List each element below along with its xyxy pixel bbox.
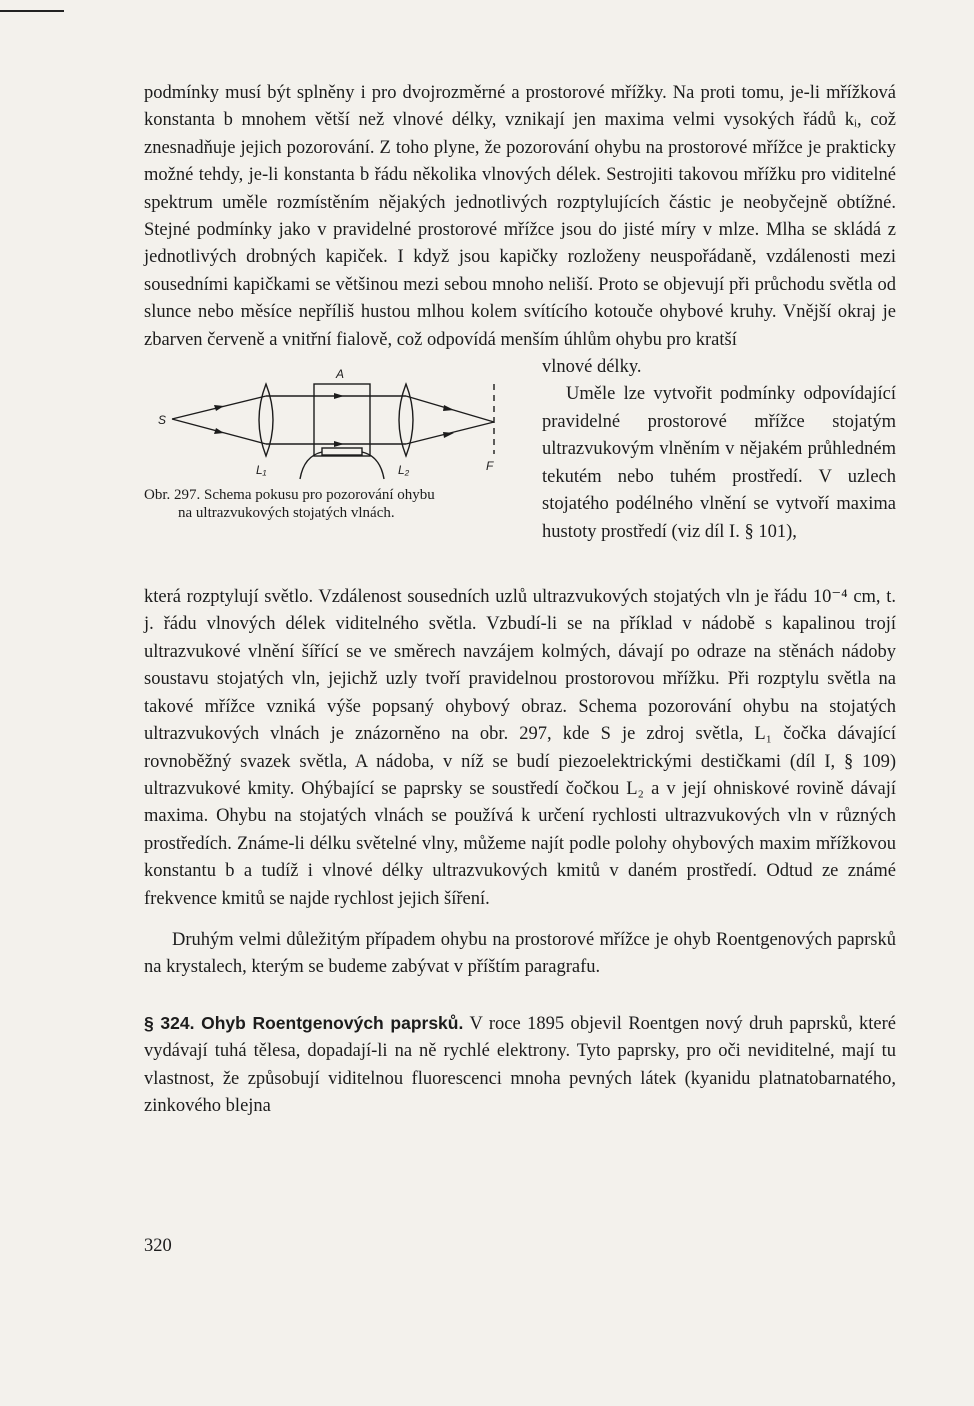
label-l2: L₂ <box>398 463 410 478</box>
optical-schema <box>144 364 524 482</box>
label-a: A <box>336 367 345 382</box>
paragraph-3: která rozptylují světlo. Vzdálenost sousedních uzlů ultrazvukových stojatých vln je řádu 10⁻⁴ cm, t. j. řádu vlnových délek viditelného světla. Vzbudí-li se na příklad v nádobě s kapalinou trojí ultrazvukové vlnění šířící se ve směrech navzájem kolmých, dávají po odraze na stěnách nádoby soustavu stojatých vln, jejichž uzly tvoří pravidelnou prostorovou mřížku. Při rozptylu světla na takové mřížce vzniká výše popsaný ohybový obraz. Schema pozorování ohybu na stojatých ultrazvukových vlnách je znázorněno na obr. 297, kde S je zdroj světla, L₁ čočka dávající rovnoběžný svazek světla, A nádoba, v níž se budí piezoelektrickými destičkami (díl I, § 109) ultrazvukové kmity. Ohýbající se paprsky se soustředí čočkou L₂ a v její ohniskové rovině dávají maxima. Ohybu na stojatých vlnách se používá k určení rychlosti ultrazvukových vln v různých prostředích. Známe-li délku světelné vlny, můžeme najít podle polohy ohybových maxim mřížkovou konstantu b a tudíž i vlnové délky ultrazvukových kmitů v daném prostředí. Odtud ze známé frekvence kmitů se najde rychlost jejich šíření. <box>144 587 896 909</box>
lens-l2 <box>399 384 413 456</box>
label-l1: L₁ <box>256 463 267 478</box>
paragraph-1: podmínky musí být splněny i pro dvojrozměrné a prostorové mřížky. Na proti tomu, je-li mřížková konstanta b mnohem větší než vlnové délky, vznikají jen maxima velmi vysokých řádů kᵢ, což znesnadňuje jejich pozorování. Z toho plyne, že pozorování ohybu na prostorové mřížce je prakticky možné tehdy, je-li konstanta b řádu několika vlnových délek. Sestrojiti takovou mřížku pro viditelné spektrum uměle rozmístěním nějakých jednotlivých rozptylujících částic je neobyčejně obtížné. Stejné podmínky jako v pravidelné prostorové mřížce jsou do jisté míry v mlze. Mlha se skládá z jednotlivých drobných kapiček. I když jsou kapičky rozloženy neuspořádaně, vzdálenosti mezi sousedními kapičkami se většinou mezi sebou mnoho neliší. Proto se objevují při průchodu světla od slunce nebo měsíce nepříliš hustou mlhou kolem svítícího kotouče ohybové kruhy. Vnější okraj je zbarven červeně a vnitřní fialově, což odpovídá menším úhlům ohybu pro kratší <box>144 83 896 350</box>
figure-297 <box>144 364 524 522</box>
arrow-1 <box>214 405 224 411</box>
vessel-a <box>314 384 370 456</box>
paragraph-5 <box>144 1010 896 1121</box>
figure-caption <box>144 486 524 522</box>
arrow-3 <box>334 393 344 399</box>
arrow-5 <box>443 405 454 411</box>
figure-wrap <box>144 354 896 584</box>
side-line-1: vlnové délky. <box>542 357 642 378</box>
page-body <box>144 80 896 1120</box>
arrow-6 <box>443 432 454 438</box>
top-rule <box>0 10 64 12</box>
page-number: 320 <box>144 1236 172 1256</box>
lens-l1 <box>259 384 273 456</box>
caption-line-1: Obr. 297. Schema pokusu pro pozorování ohybu <box>144 487 435 504</box>
arrow-4 <box>334 441 344 447</box>
caption-line-2: na ultrazvukových stojatých vlnách. <box>178 505 395 522</box>
paragraph-5-text: V roce 1895 objevil Roentgen nový druh paprsků, které vydávají tuhá tělesa, dopadají-li na ně rychlé elektrony. Tyto paprsky, pro oči neviditelné, mají tu vlastnost, že způsobují viditelnou fluorescenci mnoha pevných látek (kyanidu platnatobarnatého, zinkového blejna <box>144 1013 896 1116</box>
side-paragraph: Uměle lze vytvořit podmínky odpovídající pravidelné prostorové mřížce stojatým ultrazvukovým vlněním v nějakém průhledném tekutém nebo tuhém prostředí. V uzlech stojatého podélného vlnění se vytvoří maxima hustoty prostředí (viz díl I. § 101), <box>542 384 896 542</box>
label-f: F <box>486 459 494 474</box>
arrow-2 <box>214 428 224 434</box>
transducer <box>322 448 362 455</box>
section-heading: § 324. Ohyb Roentgenových paprsků. <box>144 1012 464 1033</box>
side-column <box>542 354 896 546</box>
paragraph-4: Druhým velmi důležitým případem ohybu na prostorové mřížce je ohyb Roentgenových paprsků na krystalech, kterým se budeme zabývat v příštím paragrafu. <box>144 929 896 978</box>
label-s: S <box>158 413 167 428</box>
